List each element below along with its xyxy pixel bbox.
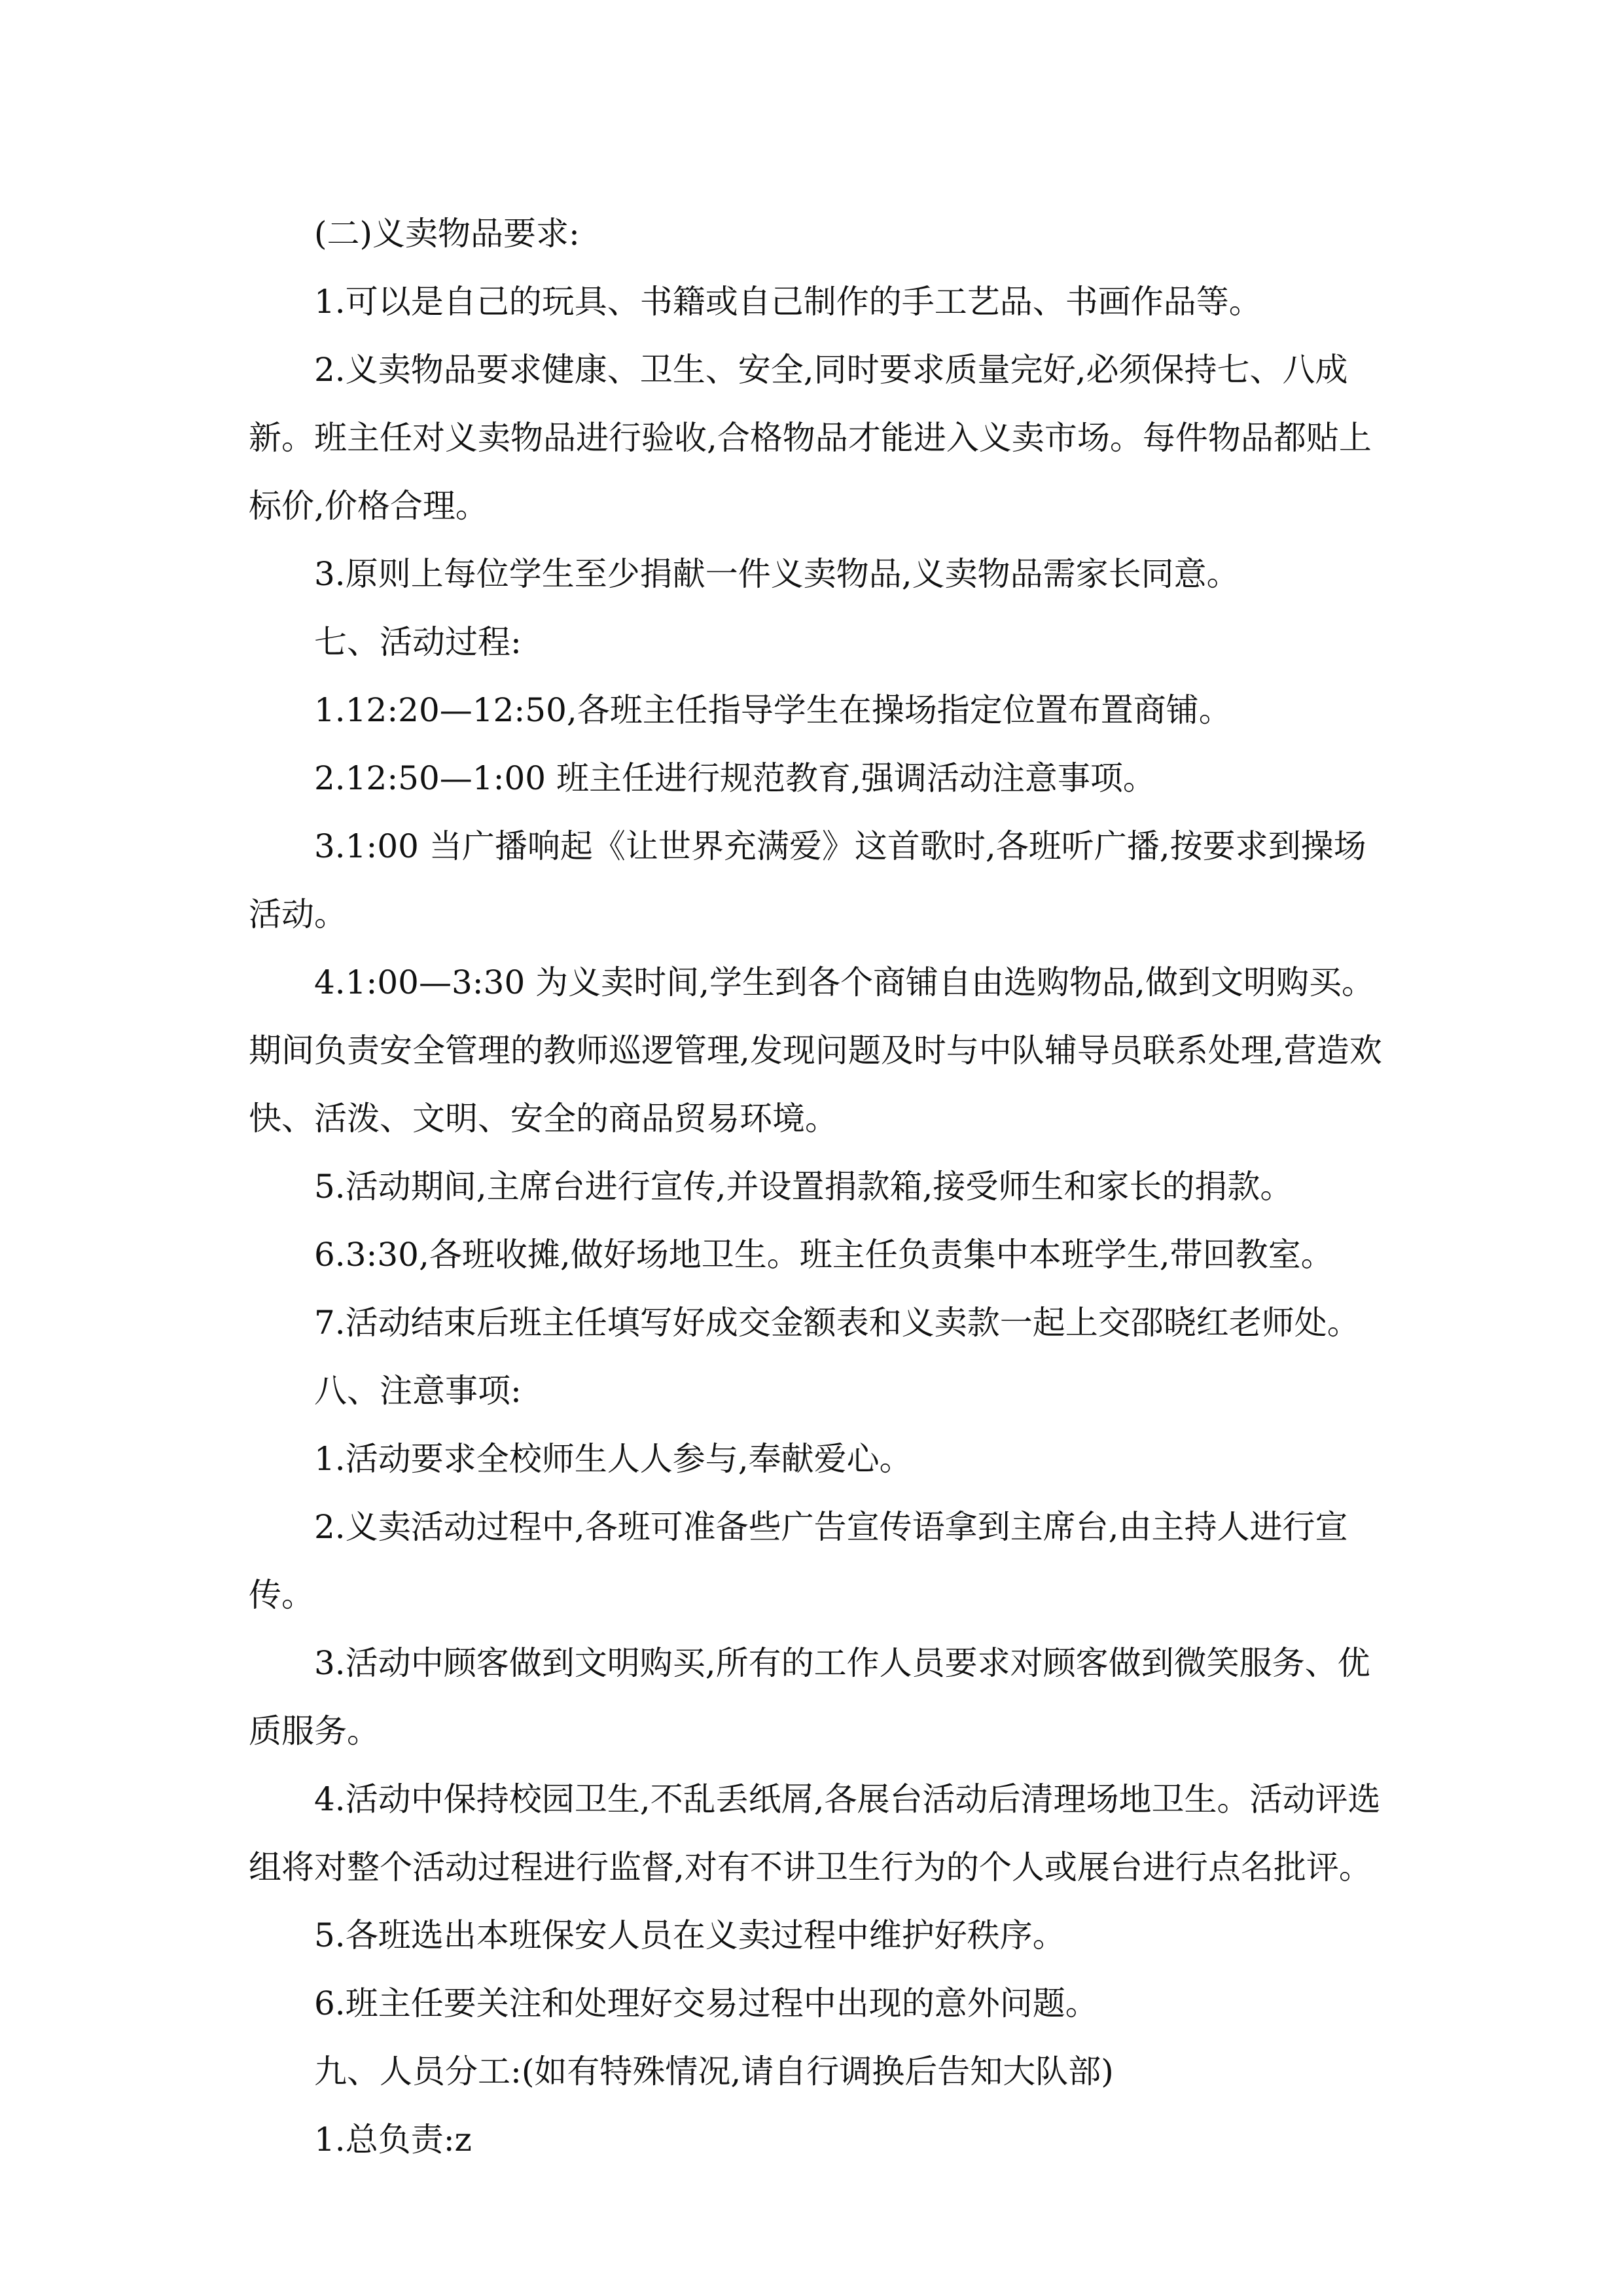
- document-body: [249, 200, 1387, 2174]
- section-heading: (二)义卖物品要求:: [314, 215, 580, 253]
- section-heading: 七、活动过程:: [314, 623, 522, 661]
- section-heading: 九、人员分工:(如有特殊情况,请自行调换后告知大队部): [314, 2053, 1114, 2090]
- paragraph: 2.义卖物品要求健康、卫生、安全,同时要求质量完好,必须保持七、八成新。班主任对义卖物品进行验收,合格物品才能进入义卖市场。每件物品都贴上标价,价格合理。: [249, 351, 1372, 525]
- paragraph: 5.活动期间,主席台进行宣传,并设置捐款箱,接受师生和家长的捐款。: [314, 1168, 1293, 1206]
- paragraph: 6.3:30,各班收摊,做好场地卫生。班主任负责集中本班学生,带回教室。: [314, 1236, 1334, 1274]
- paragraph: 1.活动要求全校师生人人参与,奉献爱心。: [314, 1440, 912, 1478]
- paragraph: 5.各班选出本班保安人员在义卖过程中维护好秩序。: [314, 1916, 1065, 1954]
- paragraph: 7.活动结束后班主任填写好成交金额表和义卖款一起上交邵晓红老师处。: [314, 1304, 1360, 1342]
- paragraph: 3.原则上每位学生至少捐献一件义卖物品,义卖物品需家长同意。: [314, 555, 1240, 593]
- paragraph: 3.活动中顾客做到文明购买,所有的工作人员要求对顾客做到微笑服务、优质服务。: [249, 1644, 1370, 1750]
- paragraph: 2.义卖活动过程中,各班可准备些广告宣传语拿到主席台,由主持人进行宣传。: [249, 1508, 1348, 1614]
- paragraph: 3.1:00 当广播响起《让世界充满爱》这首歌时,各班听广播,按要求到操场活动。: [249, 827, 1366, 933]
- paragraph: 1.可以是自己的玩具、书籍或自己制作的手工艺品、书画作品等。: [314, 283, 1262, 321]
- paragraph: 1.总负责:z: [314, 2121, 472, 2159]
- paragraph: 1.12:20—12:50,各班主任指导学生在操场指定位置布置商铺。: [314, 691, 1232, 729]
- paragraph: 2.12:50—1:00 班主任进行规范教育,强调活动注意事项。: [314, 759, 1156, 797]
- paragraph: 6.班主任要关注和处理好交易过程中出现的意外问题。: [314, 1984, 1098, 2022]
- section-heading: 八、注意事项:: [314, 1372, 522, 1410]
- paragraph: 4.1:00—3:30 为义卖时间,学生到各个商铺自由选购物品,做到文明购买。期间负责安全管理的教师巡逻管理,发现问题及时与中队辅导员联系处理,营造欢快、活泼、文明、安全的商品贸易环境。: [249, 963, 1382, 1138]
- paragraph: 4.活动中保持校园卫生,不乱丢纸屑,各展台活动后清理场地卫生。活动评选组将对整个活动过程进行监督,对有不讲卫生行为的个人或展台进行点名批评。: [249, 1780, 1381, 1886]
